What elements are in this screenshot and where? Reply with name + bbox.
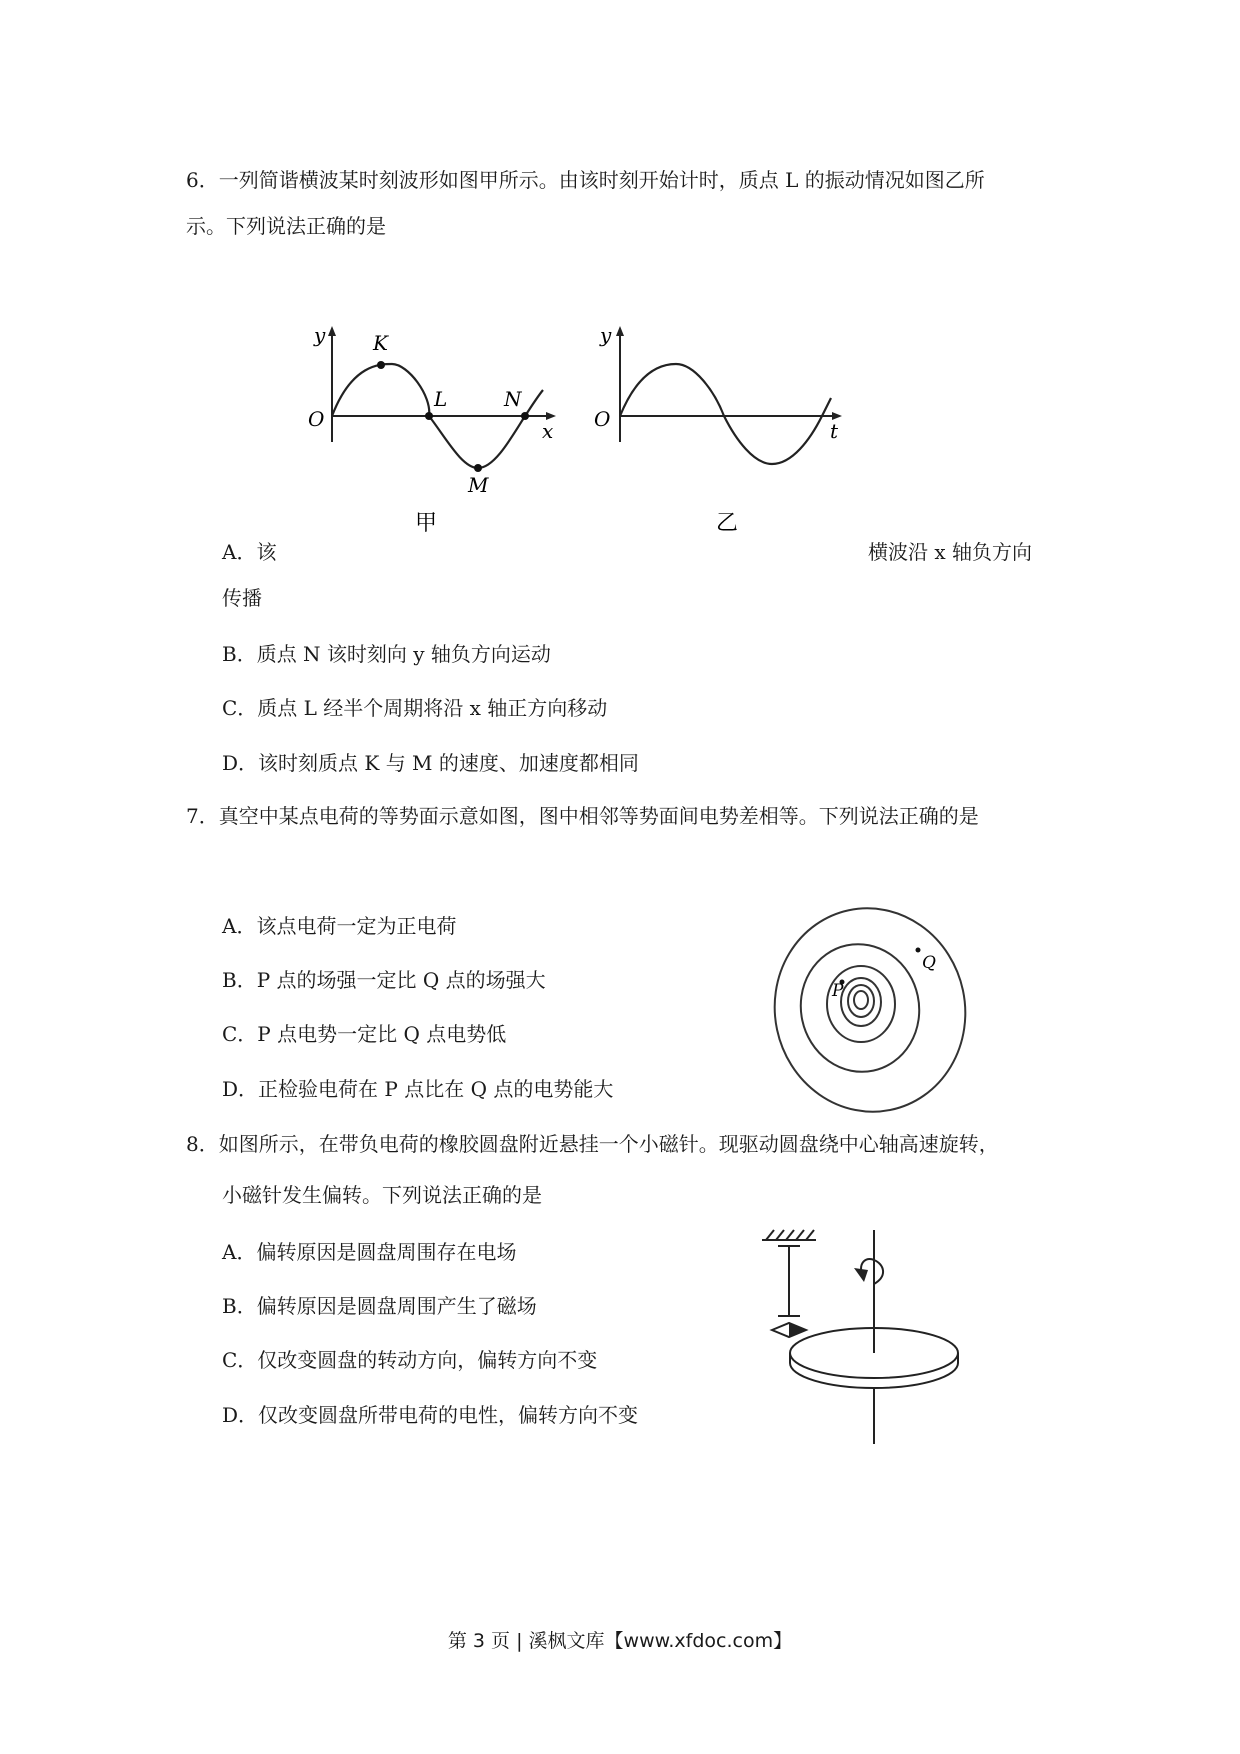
label-Q: Q bbox=[922, 953, 936, 973]
label-L: L bbox=[434, 387, 448, 411]
caption-yi: 乙 bbox=[716, 511, 739, 536]
q8-stem-line1: 8．如图所示，在带负电荷的橡胶圆盘附近悬挂一个小磁针。现驱动圆盘绕中心轴高速旋转， bbox=[186, 1132, 999, 1156]
label-O: O bbox=[308, 407, 325, 431]
rotation-arrowhead bbox=[854, 1268, 868, 1282]
q8-stem-line2: 小磁针发生偏转。下列说法正确的是 bbox=[222, 1183, 542, 1207]
point-M bbox=[474, 464, 482, 472]
q7-option-a: A．该点电荷一定为正电荷 bbox=[222, 914, 457, 938]
rotating-disc-figure bbox=[760, 1226, 1000, 1451]
q6-option-a-continued: 传播 bbox=[222, 586, 262, 610]
q8-option-a: A．偏转原因是圆盘周围存在电场 bbox=[222, 1240, 517, 1264]
vibration-graph-yi bbox=[586, 320, 856, 540]
q6-option-c: C．质点 L 经半个周期将沿 x 轴正方向移动 bbox=[222, 696, 608, 720]
wave-graph-jia bbox=[300, 320, 570, 540]
q8-option-c: C．仅改变圆盘的转动方向，偏转方向不变 bbox=[222, 1348, 598, 1372]
q7-option-c: C．P 点电势一定比 Q 点电势低 bbox=[222, 1022, 507, 1046]
q7-option-d: D．正检验电荷在 P 点比在 Q 点的电势能大 bbox=[222, 1077, 614, 1101]
point-N bbox=[521, 412, 529, 420]
q7-option-b: B．P 点的场强一定比 Q 点的场强大 bbox=[222, 968, 546, 992]
q8-option-b: B．偏转原因是圆盘周围产生了磁场 bbox=[222, 1294, 537, 1318]
equipotential-surface-5 bbox=[848, 985, 874, 1017]
label-x: x bbox=[542, 419, 554, 443]
page-footer: 第 3 页 | 溪枫文库【www.xfdoc.com】 bbox=[447, 1630, 793, 1652]
label-N: N bbox=[504, 387, 522, 411]
q7-stem: 7．真空中某点电荷的等势面示意如图，图中相邻等势面间电势差相等。下列说法正确的是 bbox=[186, 804, 979, 828]
y-axis-arrow bbox=[616, 326, 624, 336]
label-t: t bbox=[830, 419, 839, 443]
equipotential-surface-1 bbox=[756, 890, 984, 1129]
label-M: M bbox=[468, 473, 489, 497]
equipotential-figure bbox=[770, 900, 980, 1120]
caption-jia: 甲 bbox=[415, 511, 438, 536]
q6-option-a-left: A．该 bbox=[222, 540, 277, 564]
equipotential-surface-6 bbox=[854, 991, 868, 1009]
q6-option-a-right: 横波沿 x 轴负方向 bbox=[868, 540, 1032, 564]
point-K bbox=[377, 361, 385, 369]
point-Q bbox=[916, 948, 921, 953]
label-O: O bbox=[594, 407, 611, 431]
label-y: y bbox=[600, 323, 612, 347]
q8-option-d: D．仅改变圆盘所带电荷的电性，偏转方向不变 bbox=[222, 1403, 639, 1427]
q6-option-d: D．该时刻质点 K 与 M 的速度、加速度都相同 bbox=[222, 751, 639, 775]
q6-stem-line2: 示。下列说法正确的是 bbox=[186, 214, 386, 238]
q6-option-b: B．质点 N 该时刻向 y 轴负方向运动 bbox=[222, 642, 551, 666]
label-y: y bbox=[314, 323, 326, 347]
q6-stem-line1: 6．一列简谐横波某时刻波形如图甲所示。由该时刻开始计时，质点 L 的振动情况如图乙所 bbox=[186, 168, 985, 192]
vibration-curve bbox=[620, 364, 831, 464]
label-P: P bbox=[832, 981, 844, 1001]
y-axis-arrow bbox=[328, 326, 336, 336]
point-L bbox=[425, 412, 433, 420]
label-K: K bbox=[373, 331, 388, 355]
